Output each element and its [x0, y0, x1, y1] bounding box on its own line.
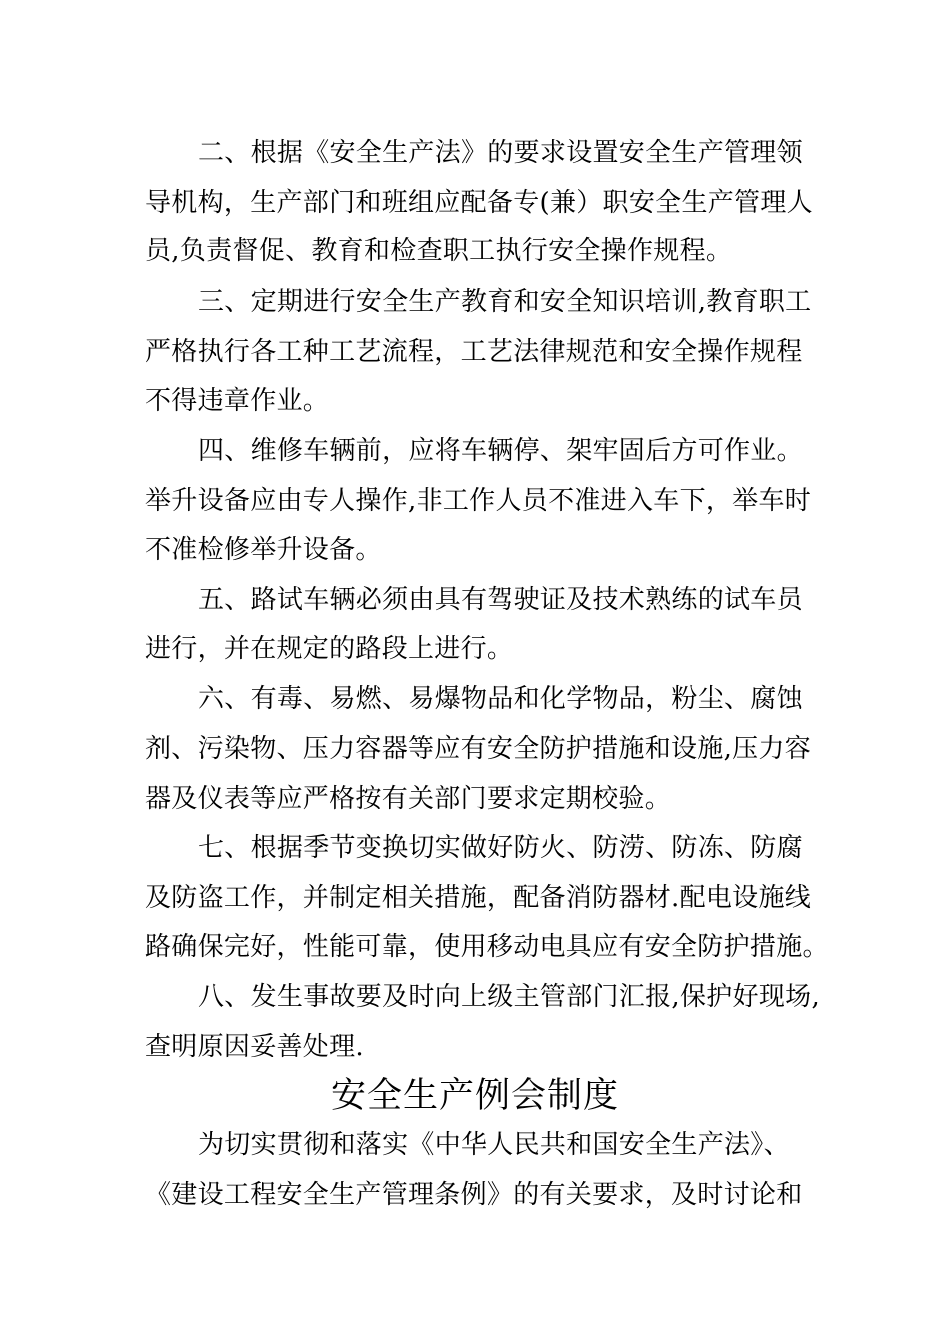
- paragraph-2-line-2: 导机构，生产部门和班组应配备专(兼）职安全生产管理人: [145, 188, 813, 218]
- paragraph-7-line-2: 及防盗工作，并制定相关措施，配备消防器材.配电设施线: [145, 883, 812, 913]
- paragraph-4-line-1: 四、维修车辆前，应将车辆停、架牢固后方可作业。: [198, 436, 803, 466]
- paragraph-2-line-3: 员,负责督促、教育和检查职工执行安全操作规程。: [145, 236, 733, 266]
- paragraph-7-line-3: 路确保完好，性能可靠，使用移动电具应有安全防护措施。: [145, 932, 829, 962]
- paragraph-4-line-2: 举升设备应由专人操作,非工作人员不准进入车下，举车时: [145, 486, 812, 516]
- section-title: 安全生产例会制度: [330, 1076, 619, 1116]
- paragraph-3-line-3: 不得违章作业。: [145, 386, 330, 416]
- paragraph-8-line-1: 八、发生事故要及时向上级主管部门汇报,保护好现场,: [198, 982, 821, 1012]
- paragraph-3-line-1: 三、定期进行安全生产教育和安全知识培训,教育职工: [198, 287, 812, 317]
- paragraph-6-line-1: 六、有毒、易燃、易爆物品和化学物品，粉尘、腐蚀: [198, 684, 803, 714]
- paragraph-8-line-2: 查明原因妥善处理.: [145, 1032, 364, 1062]
- paragraph-6-line-2: 剂、污染物、压力容器等应有安全防护措施和设施,压力容: [145, 734, 812, 764]
- section-paragraph-line-2: 《建设工程安全生产管理条例》的有关要求，及时讨论和: [145, 1180, 803, 1210]
- paragraph-2-line-1: 二、根据《安全生产法》的要求设置安全生产管理领: [198, 138, 803, 168]
- paragraph-5-line-1: 五、路试车辆必须由具有驾驶证及技术熟练的试车员: [198, 585, 803, 615]
- paragraph-6-line-3: 器及仪表等应严格按有关部门要求定期校验。: [145, 784, 672, 814]
- paragraph-5-line-2: 进行，并在规定的路段上进行。: [145, 634, 514, 664]
- paragraph-7-line-1: 七、根据季节变换切实做好防火、防涝、防冻、防腐: [198, 833, 803, 863]
- paragraph-3-line-2: 严格执行各工种工艺流程，工艺法律规范和安全操作规程: [145, 337, 803, 367]
- paragraph-4-line-3: 不准检修举升设备。: [145, 535, 382, 565]
- section-paragraph-line-1: 为切实贯彻和落实《中华人民共和国安全生产法》、: [198, 1130, 790, 1160]
